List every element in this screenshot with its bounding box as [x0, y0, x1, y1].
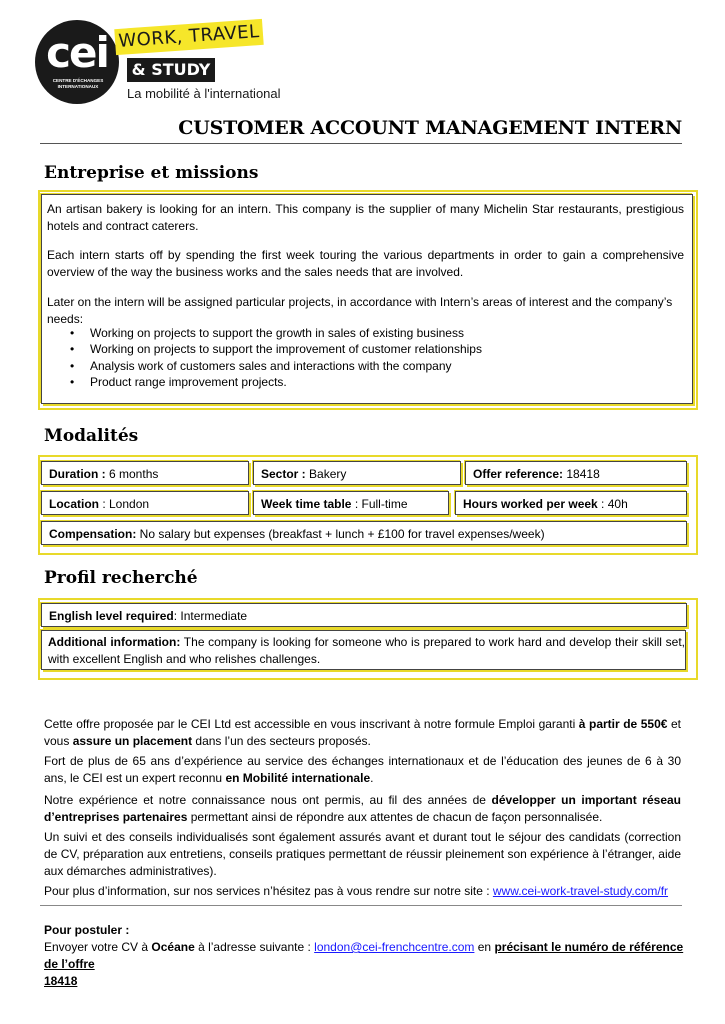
text-bold: développer un important réseau d’entreprises partenaires [44, 793, 681, 824]
info-value: The company is looking for someone who is prepared to work hard and develop their skill set, with excellent English and who relishes challenges. [48, 635, 685, 666]
heading-entreprise: Entreprise et missions [44, 163, 259, 183]
entreprise-paragraph-1: An artisan bakery is looking for an intern. This company is the supplier of many Michelin Star restaurants, prestigious hotels and contract caterers. [47, 202, 684, 233]
logo-study: & STUDY [127, 58, 215, 82]
text-span: et vous [44, 717, 681, 748]
text-span: à l’adresse suivante : [194, 940, 315, 954]
reference-instruction: précisant le numéro de référence de l’offre [44, 940, 684, 971]
title-divider [40, 143, 682, 144]
location-label: Location [49, 497, 99, 511]
additional-info-cell [41, 630, 686, 670]
list-item: • Working on projects to support the improvement of customer relationships [70, 341, 482, 357]
list-item: • Analysis work of customers sales and interactions with the company [70, 358, 482, 374]
additional-info-text [48, 634, 685, 668]
timetable-label: Week time table [261, 497, 352, 511]
compensation-value: No salary but expenses (breakfast + lunch + £100 for travel expenses/week) [136, 527, 545, 541]
text-span: permettant ainsi de répondre aux attentes de chacun de façon personnalisée. [187, 810, 603, 824]
text-span: . [370, 771, 374, 785]
info-label: Additional information: [48, 635, 181, 649]
compensation-label: Compensation: [49, 527, 137, 541]
english-level-cell [41, 603, 687, 627]
logo-work-travel: WORK, TRAVEL [114, 19, 263, 55]
sector-cell [253, 461, 461, 485]
footer-paragraph-offer [44, 716, 681, 750]
offer-reference-cell [465, 461, 687, 485]
apply-section [44, 922, 684, 990]
location-value: : London [99, 497, 150, 511]
footer-paragraph-network [44, 792, 681, 826]
website-link[interactable]: www.cei-work-travel-study.com/fr [492, 884, 669, 898]
text-span: Pour plus d’information, sur nos services n’hésitez pas à vous rendre sur notre site : [44, 884, 493, 898]
logo-brand: cei [46, 28, 108, 77]
duration-label: Duration : [49, 467, 106, 481]
duration-value: 6 months [105, 467, 159, 481]
missions-list [70, 325, 482, 390]
text-span: en [474, 940, 495, 954]
offer-label: Offer reference: [473, 467, 564, 481]
english-label: English level required [49, 609, 174, 623]
text-bold: assure un placement [72, 734, 193, 748]
hours-label: Hours worked per week [463, 497, 598, 511]
entreprise-paragraph-3: Later on the intern will be assigned particular projects, in accordance with Intern’s areas of interest and the company’s needs: [47, 295, 673, 326]
timetable-cell [253, 491, 449, 515]
duration-cell [41, 461, 249, 485]
entreprise-paragraph-2: Each intern starts off by spending the first week touring the various departments in order to gain a comprehensive overview of the way the business works and the sales needs that are involved. [47, 248, 684, 279]
timetable-value: : Full-time [351, 497, 408, 511]
logo-small-text: CENTRE D'ÉCHANGES INTERNATIONAUX [52, 78, 104, 89]
footer-paragraph-support: Un suivi et des conseils individualisés sont également assurés avant et durant tout le séjour des candidats (correction de CV, préparation aux entretiens, conseils pratiques permettant de réussir pleinement son expérience à l’étranger, aide aux démarches administratives). [44, 830, 681, 878]
compensation-cell [41, 521, 687, 545]
footer-paragraph-website [44, 883, 681, 900]
text-bold: à partir de 550€ [578, 717, 668, 731]
heading-modalites: Modalités [44, 426, 139, 446]
apply-email-link[interactable]: london@cei-frenchcentre.com [314, 940, 475, 954]
logo-badge [35, 20, 119, 104]
location-cell [41, 491, 249, 515]
text-span: Notre expérience et notre connaissance nous ont permis, au fil des années de [44, 793, 492, 807]
reference-number: 18418 [44, 974, 78, 988]
english-value: : Intermediate [173, 609, 248, 623]
footer-divider [40, 905, 682, 906]
page-title: CUSTOMER ACCOUNT MANAGEMENT INTERN [178, 117, 682, 139]
sector-label: Sector : [261, 467, 306, 481]
list-item: • Working on projects to support the growth in sales of existing business [70, 325, 482, 341]
sector-value: Bakery [305, 467, 347, 481]
list-item: • Product range improvement projects. [70, 374, 482, 390]
text-bold: en Mobilité internationale [225, 771, 371, 785]
logo-tagline: La mobilité à l'international [127, 86, 281, 101]
offer-value: 18418 [563, 467, 600, 481]
text-span: Cette offre proposée par le CEI Ltd est accessible en vous inscrivant à notre formule Emploi garanti [44, 717, 579, 731]
footer-paragraph-experience [44, 753, 681, 787]
hours-cell [455, 491, 687, 515]
text-span: Envoyer votre CV à [44, 940, 152, 954]
text-span: Fort de plus de 65 ans d’expérience au service des échanges internationaux et de l’éducation des jeunes de 6 à 30 ans, le CEI est un expert reconnu [44, 754, 681, 785]
heading-profil: Profil recherché [44, 568, 198, 588]
contact-name: Océane [151, 940, 195, 954]
cei-logo [35, 18, 285, 104]
text-span: dans l’un des secteurs proposés. [192, 734, 371, 748]
apply-heading: Pour postuler : [44, 923, 130, 937]
hours-value: : 40h [597, 497, 628, 511]
